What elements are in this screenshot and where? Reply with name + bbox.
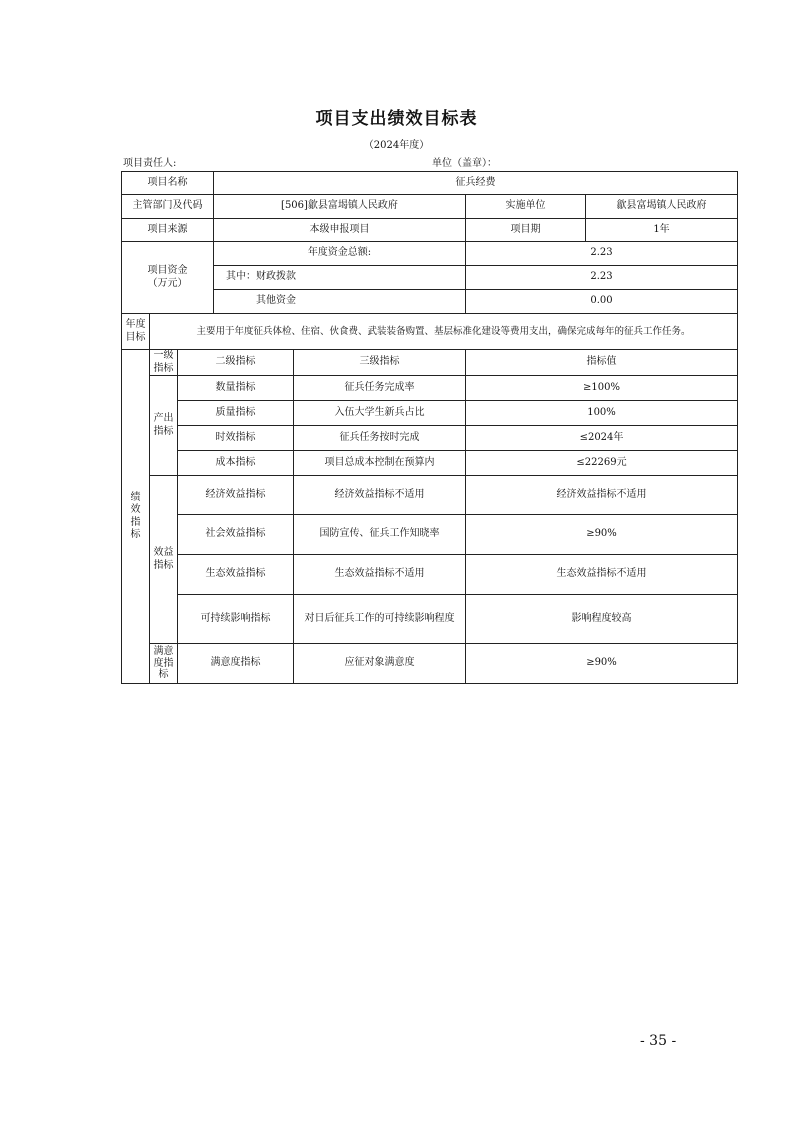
output-row [122,376,738,401]
satisfaction-label-line1: 满意 [153,646,174,658]
satisfaction-l2: 满意度指标 [178,644,294,684]
year-subtitle: （2024年度） [363,140,430,151]
effect-row [122,515,738,555]
effect-value: 影响程度较高 [466,595,738,644]
output-row [122,426,738,451]
effect-label [150,476,178,644]
level3-header: 三级指标 [294,350,466,376]
satisfaction-value: ≥90% [466,644,738,684]
source-label: 项目来源 [122,219,214,242]
performance-table [121,171,738,684]
funds-label [122,242,214,314]
satisfaction-label-line2: 度指 [153,657,174,669]
effect-l3: 对日后征兵工作的可持续影响程度 [294,595,466,644]
effect-l3: 经济效益指标不适用 [294,476,466,515]
output-l3: 征兵任务完成率 [294,376,466,401]
effect-l2: 社会效益指标 [178,515,294,555]
output-l2: 成本指标 [178,451,294,476]
perf-char-1: 绩 [130,491,141,503]
impl-value: 歙县富堨镇人民政府 [586,195,738,219]
satisfaction-label [150,644,178,684]
goal-text: 主要用于年度征兵体检、住宿、伙食费、武装装备购置、基层标准化建设等费用支出，确保完成每年的征兵工作任务。 [150,314,738,350]
goal-label [122,314,150,350]
output-row [122,451,738,476]
funds-other-label: 其他资金 [214,290,466,314]
dept-label: 主管部门及代码 [122,195,214,219]
effect-l2: 生态效益指标 [178,555,294,595]
row-department [122,195,738,219]
effect-l2: 可持续影响指标 [178,595,294,644]
satisfaction-label-line3: 标 [158,669,169,681]
level1-header-line1: 一级 [153,350,174,361]
effect-l3: 国防宣传、征兵工作知晓率 [294,515,466,555]
goal-label-line1: 年度 [125,319,146,330]
effect-l2: 经济效益指标 [178,476,294,515]
output-l2: 数量指标 [178,376,294,401]
source-value: 本级申报项目 [214,219,466,242]
output-value: ≥100% [466,376,738,401]
effect-l3: 生态效益指标不适用 [294,555,466,595]
period-value: 1年 [586,219,738,242]
impl-label: 实施单位 [466,195,586,219]
effect-row [122,555,738,595]
project-name-value: 征兵经费 [214,172,738,195]
perf-char-4: 标 [130,529,141,540]
funds-label-line2: （万元） [147,277,188,289]
row-source [122,219,738,242]
value-header: 指标值 [466,350,738,376]
row-funds-finance [122,266,738,290]
row-project-name [122,172,738,195]
output-label-line1: 产出 [153,413,174,424]
funds-label-line1: 项目资金 [147,265,188,276]
output-value: ≤22269元 [466,451,738,476]
output-l3: 入伍大学生新兵占比 [294,401,466,426]
level1-header [150,350,178,376]
funds-total-label: 年度资金总额: [214,242,466,266]
effect-value: 经济效益指标不适用 [466,476,738,515]
output-l2: 质量指标 [178,401,294,426]
responsible-label: 项目责任人: [123,158,177,169]
output-value: 100% [466,401,738,426]
funds-finance-label: 其中：财政拨款 [214,266,466,290]
effect-value: ≥90% [466,515,738,555]
unit-seal-label: 单位（盖章）： [432,158,497,169]
output-value: ≤2024年 [466,426,738,451]
effect-value: 生态效益指标不适用 [466,555,738,595]
level1-header-line2: 指标 [153,362,174,374]
row-funds-total [122,242,738,266]
satisfaction-l3: 应征对象满意度 [294,644,466,684]
perf-char-2: 效 [130,504,141,515]
perf-label [122,350,150,684]
output-l3: 征兵任务按时完成 [294,426,466,451]
goal-label-line2: 目标 [125,331,146,343]
effect-row [122,476,738,515]
row-indicator-header [122,350,738,376]
funds-finance-value: 2.23 [466,266,738,290]
dept-value: [506]歙县富堨镇人民政府 [214,195,466,219]
satisfaction-row [122,644,738,684]
output-label-line2: 指标 [153,425,174,437]
period-label: 项目期 [466,219,586,242]
project-name-label: 项目名称 [122,172,214,195]
funds-other-value: 0.00 [466,290,738,314]
output-row [122,401,738,426]
effect-label-line1: 效益 [153,547,174,558]
page-title: 项目支出绩效目标表 [315,109,478,129]
row-annual-goal [122,314,738,350]
level2-header: 二级指标 [178,350,294,376]
perf-char-3: 指 [130,516,141,528]
effect-row [122,595,738,644]
output-l3: 项目总成本控制在预算内 [294,451,466,476]
output-label [150,376,178,476]
funds-total-value: 2.23 [466,242,738,266]
row-funds-other [122,290,738,314]
page-number: - 35 - [640,1033,677,1049]
effect-label-line2: 指标 [153,559,174,571]
output-l2: 时效指标 [178,426,294,451]
